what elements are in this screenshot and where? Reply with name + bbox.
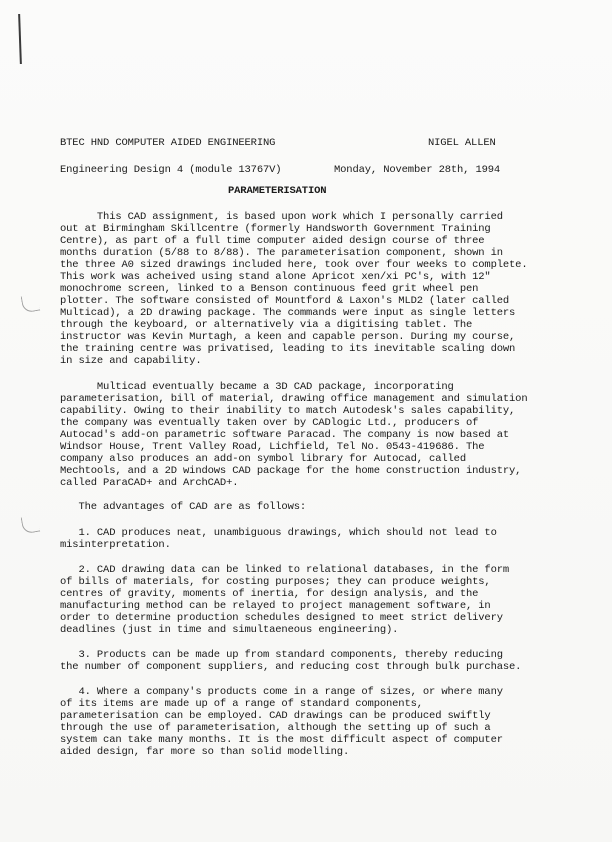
paragraph-line: called ParaCAD+ and ArchCAD+. [60, 477, 239, 489]
paragraph-line: instructor was Kevin Murtagh, a keen and capable person. During my course, [60, 331, 516, 343]
advantage-line: misinterpretation. [60, 539, 171, 551]
module-line: Engineering Design 4 (module 13767V) [60, 164, 282, 176]
paragraph-line: Centre), as part of a full time computer aided design course of three [60, 235, 485, 247]
advantages-intro: The advantages of CAD are as follows: [60, 501, 307, 513]
document-title: PARAMETERISATION [228, 185, 327, 197]
paragraph-line: in size and capability. [60, 355, 202, 367]
advantage-line: order to determine production schedules designed to meet strict delivery [60, 612, 503, 624]
author-name: NIGEL ALLEN [428, 137, 496, 149]
advantage-line: 2. CAD drawing data can be linked to relational databases, in the form [60, 564, 510, 576]
advantage-line: manufacturing method can be relayed to project management software, in [60, 600, 491, 612]
paragraph-line: Multicad), a 2D drawing package. The commands were input as single letters [60, 307, 516, 319]
punch-hole-mark-upper [21, 294, 41, 314]
paragraph-line: Autocad's add-on parametric software Paracad. The company is now based at [60, 429, 510, 441]
paragraph-line: the training centre was privatised, leading to its inevitable scaling down [60, 343, 516, 355]
pen-mark [18, 14, 21, 64]
date-line: Monday, November 28th, 1994 [334, 164, 501, 176]
paragraph-line: parameterisation, bill of material, drawing office management and simulation [60, 393, 528, 405]
advantage-line: deadlines (just in time and simultaeneous engineering). [60, 624, 399, 636]
paragraph-line: monochrome screen, linked to a Benson continuous feed grit wheel pen [60, 283, 479, 295]
paragraph-line: through the keyboard, or alternatively via a digitising tablet. The [60, 319, 473, 331]
paragraph-line: the company was eventually taken over by CADlogic Ltd., producers of [60, 417, 479, 429]
advantage-line: the number of component suppliers, and reducing cost through bulk purchase. [60, 661, 522, 673]
paragraph-line: Mechtools, and a 2D windows CAD package for the home construction industry, [60, 465, 522, 477]
advantage-line: system can take many months. It is the most difficult aspect of computer [60, 734, 503, 746]
paragraph-line: company also produces an add-on symbol library for Autocad, called [60, 453, 466, 465]
advantage-line: 1. CAD produces neat, unambiguous drawings, which should not lead to [60, 527, 497, 539]
paragraph-line: Multicad eventually became a 3D CAD package, incorporating [60, 381, 454, 393]
advantage-line: centres of gravity, moments of inertia, for design analysis, and the [60, 588, 479, 600]
paragraph-line: This work was acheived using stand alone Apricot xen/xi PC's, with 12" [60, 271, 491, 283]
advantage-line: aided design, far more so than solid modelling. [60, 746, 350, 758]
paragraph-line: out at Birmingham Skillcentre (formerly Handsworth Government Training [60, 223, 491, 235]
advantage-line: 3. Products can be made up from standard components, thereby reducing [60, 649, 503, 661]
paragraph-line: the three A0 sized drawings included here, took over four weeks to complete. [60, 259, 528, 271]
paragraph-line: plotter. The software consisted of Mountford & Laxon's MLD2 (later called [60, 295, 510, 307]
paragraph-line: months duration (5/88 to 8/88). The parameterisation component, shown in [60, 247, 503, 259]
advantage-line: parameterisation can be employed. CAD drawings can be produced swiftly [60, 710, 491, 722]
advantage-line: 4. Where a company's products come in a range of sizes, or where many [60, 686, 503, 698]
advantage-line: of its items are made up of a range of standard components, [60, 698, 423, 710]
advantage-line: of bills of materials, for costing purposes; they can produce weights, [60, 576, 491, 588]
course-heading: BTEC HND COMPUTER AIDED ENGINEERING [60, 137, 276, 149]
paragraph-line: Windsor House, Trent Valley Road, Lichfield, Tel No. 0543-419686. The [60, 441, 485, 453]
punch-hole-mark-lower [21, 515, 41, 535]
paragraph-line: This CAD assignment, is based upon work which I personally carried [60, 211, 503, 223]
advantage-line: through the use of parameterisation, although the setting up of such a [60, 722, 491, 734]
paragraph-line: capability. Owing to their inability to match Autodesk's sales capability, [60, 405, 516, 417]
